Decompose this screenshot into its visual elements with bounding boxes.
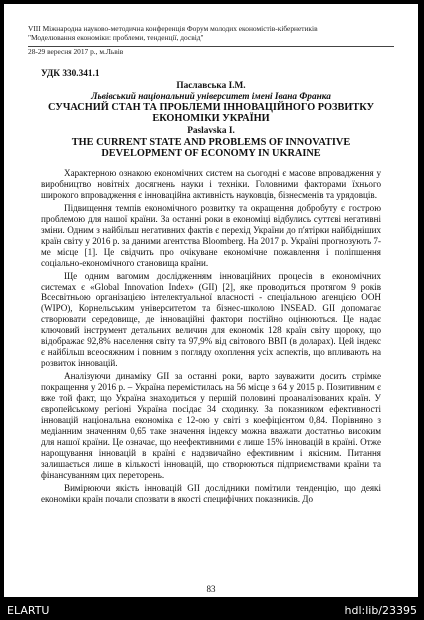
udk-code: УДК 330.341.1 <box>41 69 100 79</box>
author-name-en: Paslavska I. <box>187 126 235 136</box>
author-name-ua: Паславська І.М. <box>176 81 246 91</box>
author-affiliation: Львівський національний університет імені Івана Франка <box>91 92 331 102</box>
body-paragraph: Вимірюючи якість інновацій GII дослідники помітили тенденцію, що деякі економіки країн почали спозвати в якості специфічних показників. До <box>41 482 381 504</box>
handle-identifier[interactable]: hdl:lib/23395 <box>344 604 417 617</box>
conference-header-line-2: "Моделювання економіки: проблеми, тенденції, досвід" <box>28 33 204 42</box>
conference-date-location: 28-29 вересня 2017 р., м.Львів <box>28 47 124 56</box>
body-paragraph: Ще одним вагомим дослідженням інноваційних процесів в економічних системах є «Global Innovation Index» (GII) [2], яке проводиться протягом 9 років Всесвітньою організацією інтелектуальної власності - спеціальною агенцією ООН (WIPO), Корнельським університетом та бізнес-школою INSEAD. GII допомагає створювати середовище, де інноваційні фактори постійно оцінюються. Це надає ключовий інструмент детальних величин для економік 128 країн світу щороку, що відображає 92,8% населення світу та 97,9% від світового ВВП (в доларах). Цей індекс є найбільш всеосяжним і повним з погляду охоплення усіх аспектів, що впливають на розвиток інновацій. <box>41 270 381 369</box>
repository-label: ELARTU <box>7 604 50 617</box>
article-title-ua: СУЧАСНИЙ СТАН ТА ПРОБЛЕМИ ІННОВАЦІЙНОГО РОЗВИТКУ ЕКОНОМІКИ УКРАЇНИ <box>47 102 375 125</box>
article-body <box>41 168 381 507</box>
body-paragraph: Аналізуючи динаміку GII за останні роки, варто зауважити досить стрімке покращення у 2016 р. – Україна перемістилась на 56 місце з 64 у 2015 р. Позитивним є вже той факт, що Україна знаходиться у першій половині проаналізованих країн. У європейському регіоні Україна посідає 34 сходинку. За показником ефективності інновацій національна економіка є 12-ою у світі з коефіцієнтом 0,84. Порівняно з медіанним значенням 0,65 таке значення індексу можна вважати достатньо високим для нашої країни. Це означає, що неефективними є лише 15% інновацій в країні. Отже нарощування інновацій в країні є надзвичайно ефективним і якісним. Питання залишається лише в кількості інновацій, що створюються підприємствами країни та фінансуванням цих переторень. <box>41 371 381 480</box>
body-paragraph: Підвищення темпів економічного розвитку та окращення добробуту є гострою проблемою для нашої країни. За останні роки в економіці відбулись суттєві негативні зміни. Одним з найбільш негативних фактів є перехід України до п'ятірки найбідніших країн світу у 2016 р. за даними агентства Bloomberg. На 2017 р. Україні прогнозують 7-ме місце [1]. Це свідчить про очікуване економічне пожавлення і поліпшення соціально-економічного становища країни. <box>41 202 381 268</box>
conference-header-line-1: VIII Міжнародна науково-методична конференція Форум молодих економістів-кібернетиків <box>28 24 318 33</box>
page-number: 83 <box>206 584 216 594</box>
document-page <box>4 4 418 597</box>
article-title-en: THE CURRENT STATE AND PROBLEMS OF INNOVATIVE DEVELOPMENT OF ECONOMY IN UKRAINE <box>71 137 351 160</box>
body-paragraph: Характерною ознакою економічних систем на сьогодні є масове впровадження у виробництво новітніх досягнень науки і техніки. Головними факторами їхнього широкого впровадження є інноваційна активність науковців, бізнесменів та урядовців. <box>41 168 381 200</box>
